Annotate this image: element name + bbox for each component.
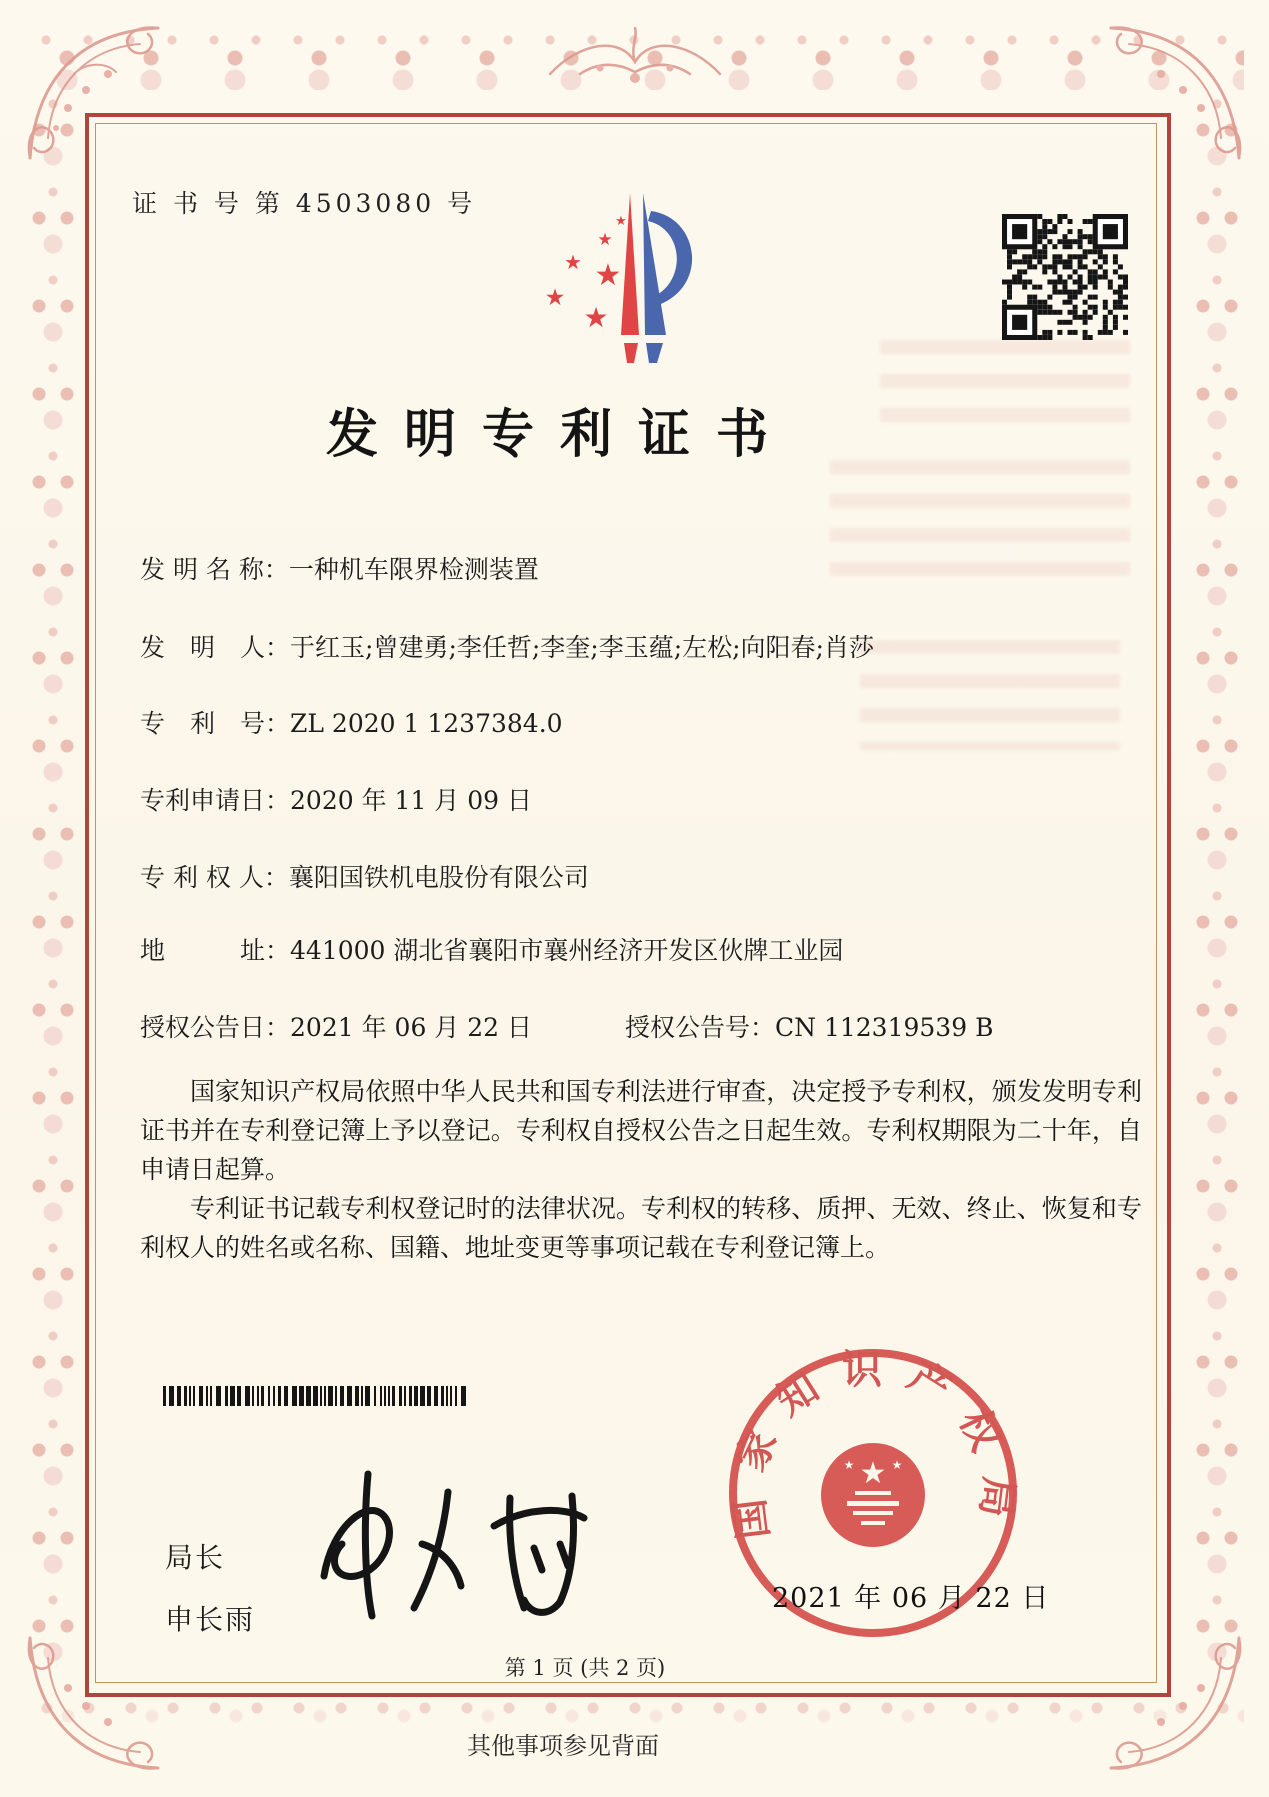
svg-text:★: ★: [615, 214, 627, 229]
footer-note: 其他事项参见背面: [467, 1732, 659, 1760]
lace-border-right: [1190, 86, 1244, 1666]
lace-border-top: [26, 24, 1244, 90]
qr-code-icon: [1002, 214, 1128, 340]
seal-ring-text: 国家知识产权局: [723, 1346, 1023, 1542]
svg-text:★: ★: [891, 1458, 903, 1472]
field-label: 专利申请日：: [140, 786, 291, 815]
lace-border-bottom: [26, 1700, 1244, 1724]
svg-text:★: ★: [859, 1456, 887, 1491]
grant-date-label: 授权公告日：: [140, 1013, 291, 1042]
field-value: 一种机车限界检测装置: [288, 555, 539, 584]
certificate-title: 发明专利证书: [325, 404, 794, 465]
field-label: 发 明 名 称：: [140, 555, 289, 584]
field-filing-date: [140, 781, 532, 817]
field-patent-number: [140, 704, 563, 740]
field-value: 441000 湖北省襄阳市襄州经济开发区伙牌工业园: [290, 936, 844, 965]
cnipa-logo-icon: [455, 183, 705, 375]
svg-text:★: ★: [843, 1458, 855, 1472]
field-address: [140, 931, 843, 967]
grant-row: [140, 1008, 994, 1044]
director-role-label: 局长: [165, 1541, 226, 1574]
legal-text: [140, 1072, 1142, 1267]
field-label: 地 址：: [140, 936, 291, 965]
field-value: 2020 年 11 月 09 日: [290, 786, 532, 815]
barcode-icon: [163, 1386, 475, 1406]
field-invention-name: [140, 550, 539, 586]
page-number: 第 1 页 (共 2 页): [504, 1656, 666, 1680]
svg-text:★: ★: [594, 258, 622, 293]
field-patentee: [140, 858, 589, 894]
field-label: 专 利 号：: [140, 709, 291, 738]
certificate-number: 证 书 号 第 4503080 号: [132, 189, 477, 218]
grant-date-value: 2021 年 06 月 22 日: [290, 1013, 532, 1042]
field-value: 襄阳国铁机电股份有限公司: [288, 863, 589, 892]
seal-date: 2021 年 06 月 22 日: [772, 1583, 1050, 1614]
legal-paragraph-2: 专利证书记载专利权登记时的法律状况。专利权的转移、质押、无效、终止、恢复和专利权人的姓名或名称、国籍、地址变更等事项记载在专利登记簿上。: [140, 1194, 1142, 1262]
grant-no-label: 授权公告号：: [625, 1013, 776, 1042]
handwritten-signature-icon: [272, 1458, 602, 1628]
field-value: 于红玉;曾建勇;李任哲;李奎;李玉蕴;左松;向阳春;肖莎: [290, 633, 874, 662]
svg-text:★: ★: [597, 230, 613, 250]
national-emblem: [821, 1443, 925, 1547]
field-label: 专 利 权 人：: [140, 863, 289, 892]
lace-border-left: [26, 86, 80, 1666]
svg-text:★: ★: [583, 301, 609, 334]
field-value: ZL 2020 1 1237384.0: [290, 709, 563, 738]
field-label: 发 明 人：: [140, 633, 291, 662]
field-inventors: [140, 628, 874, 664]
top-medallion-icon: [540, 22, 730, 94]
svg-text:★: ★: [564, 250, 582, 274]
director-name: 申长雨: [165, 1603, 256, 1636]
svg-text:★: ★: [544, 285, 566, 311]
grant-no-value: CN 112319539 B: [775, 1013, 994, 1042]
legal-paragraph-1: 国家知识产权局依照中华人民共和国专利法进行审查，决定授予专利权，颁发发明专利证书并在专利登记簿上予以登记。专利权自授权公告之日起生效。专利权期限为二十年，自申请日起算。: [140, 1077, 1142, 1184]
